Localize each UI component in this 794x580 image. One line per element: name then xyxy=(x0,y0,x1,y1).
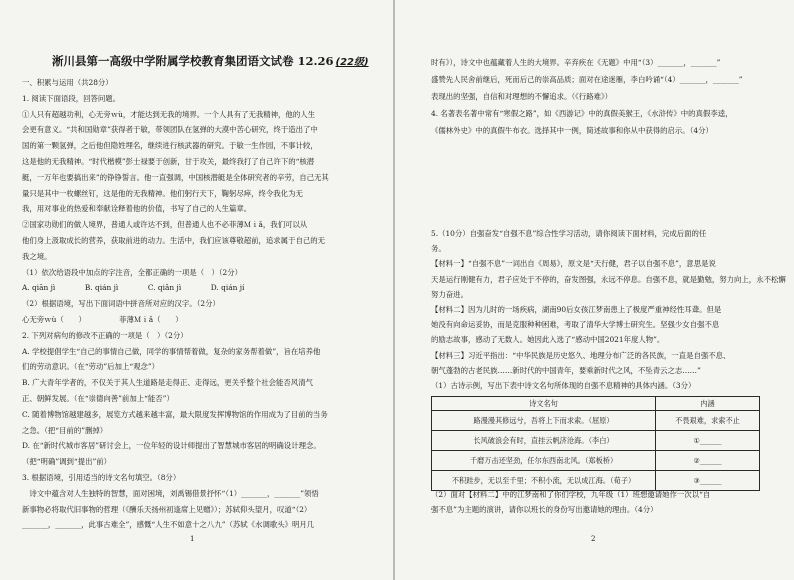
text-line: 新事物必将取代旧事物的哲理（《酬乐天扬州初逢席上见赠》）；苏轼仰头望月，叹道“（2） xyxy=(22,504,312,514)
text-line: 会更有意义。“共和国勋章”获得者于敏，带领团队在氢弹的大漠中苦心研究，终于造出了中 xyxy=(22,125,318,135)
table-row xyxy=(432,431,760,451)
text-line: 诗文中蕴含对人生独特的智慧，面对困境，刘禹锡借景抒怀“（1）_______，_______”领悟 xyxy=(22,488,319,498)
text-line: 正、朝鲜发展。（在“崇德向善”前加上“能否”） xyxy=(22,394,174,403)
text-line: 务。 xyxy=(431,244,446,254)
text-line: ②国家功勋们的做人境界，普通人或许达不到，但普通人也不必菲薄Ｍｉǎ，我们可以从 xyxy=(22,220,308,230)
text-line: 盛赞先人民舍前继后，死而后己的崇高品质；面对在途迷雁，李白吟诵“（4）_______，_______” xyxy=(431,75,743,84)
text-line: 我，用对事业的热爱和奉献诠释着他的价值，书写了自己的人生篇章。 xyxy=(22,204,252,214)
text-line: C. 随着博物馆越建越多，展览方式越来越丰富，最大限度发挥博物馆的作用成为了目前的当务 xyxy=(22,409,328,419)
handwritten-grade-note: (22级) xyxy=(335,57,369,68)
table-cell: 不积跬步，无以至千里；不积小流，无以成江海。（荀子） xyxy=(432,471,656,491)
text-line: 们的劳动意识。（在“劳动”后加上“观念”） xyxy=(22,362,160,372)
text-line: 心无旁ｗù（ ） 菲薄Ｍｉǎ（ ） xyxy=(22,315,183,324)
table-row xyxy=(432,471,760,491)
table-cell: 千磨万击还坚劲，任尔东西南北风。（郑板桥） xyxy=(432,451,656,471)
text-line: 国的第一颗氢弹，之后他但隐姓埋名，继续进行核武器的研究。于敏一生作园，不事计较， xyxy=(22,141,318,151)
text-line: 努力奋进。 xyxy=(431,289,468,299)
table-header: 诗文名句 xyxy=(432,397,656,411)
text-line: 时有》），诗文中也蕴藏着人生的大境界。辛弃疾在《无题》中用“（3）_______，_______” xyxy=(431,58,721,67)
text-line: 这是他的无我精神。“时代楷模”彭士禄要于创新，甘于攻关，最终我打了自己许下的“核潜 xyxy=(22,157,315,166)
text-line: （把“明确”调到“提出”前） xyxy=(22,457,112,467)
table-cell: 长风破浪会有时，直挂云帆济沧海。（李白） xyxy=(432,431,656,451)
text-line: 3. 根据语境，引用适当的诗文名句填空。（8分） xyxy=(22,473,181,482)
page-number-right: 2 xyxy=(591,535,596,543)
text-line: 2. 下列对病句的修改不正确的一项是（ ）（2分） xyxy=(22,330,188,340)
text-line: 的励志故事，感动了无数人。她因此入选了“感动中国2021年度人物”。 xyxy=(431,335,665,345)
text-line: 一、积累与运用（共28分） xyxy=(22,78,113,87)
text-line: 朝气蓬勃的古老民族……新时代的中国青年，要乘新时代之风，不坠青云之志……” xyxy=(431,365,701,375)
text-line: 【材料一】“自强不息”一词出自《周易》，原文是“天行健，君子以自强不息”，意思是说 xyxy=(431,259,716,269)
text-line: B. 广大青年学者的，不仅关于其人生道路是走得正、走得远，更关乎整个社会能否风清气 xyxy=(22,378,313,388)
text-line: 她没有向命运妥协，而是克服种种困难，考取了清华大学博士研究生。坚强少女自强不息 xyxy=(431,320,720,330)
text-line: 我之境。 xyxy=(22,251,52,261)
text-line: 1. 阅读下面语段，回答问题。 xyxy=(22,93,121,103)
text-line: 量只是其中一枚螺丝钉，这是他的无我精神。他们躬行天下，鞠躬尽瘁，终令我化为无 xyxy=(22,188,303,198)
text-line: （2）面对【材料二】中的江梦南和了你们学校，九年级（1）班想邀请她作一次以“自 xyxy=(431,490,711,499)
text-line: D. 在“新时代城市客居”研讨会上，一位年轻的设计师提出了智慧城市客居的明确设计理念。 xyxy=(22,441,321,451)
table-cell: ③______ xyxy=(656,471,760,491)
table-header-row xyxy=(432,397,760,411)
text-line: 5.（10分）自强奋发“自强不息”综合性学习活动，请你阅读下面材料，完成后面的任 xyxy=(431,229,707,238)
text-line: 他们身上汲取成长的营养，获取前进的动力。生活中，我们应该尊敬超前，追求属于自己的无 xyxy=(22,236,326,245)
text-line: 天是运行刚健有力，君子应处于不停的，奋发图强，永远不停息。自强不息，就是勤勉，努力向上，永不松懈 xyxy=(431,274,786,284)
table-row xyxy=(432,451,760,471)
table-header: 内涵 xyxy=(656,397,760,411)
table-cell: 不畏艰难，求索不止 xyxy=(656,411,760,431)
exam-title: 淅川县第一高级中学附属学校教育集团语文试卷 12.26 (22级) xyxy=(52,54,369,68)
text-line: （2）根据语境，写出下面词语中拼音所对应的汉字。（2分） xyxy=(22,299,220,309)
text-line: ①人只有超越功利，心无旁ｗù，才能达到无我的境界。一个人具有了无我精神，他的人生 xyxy=(22,109,315,119)
text-line: 4. 名著表名著中常有“寒假之路”，如《西游记》中的真假美猴王，《水浒传》中的真假李逵， xyxy=(431,109,733,118)
table-cell: 路漫漫其修远兮，吾将上下而求索。（屈原） xyxy=(432,411,656,431)
text-line: 表现出的坚强，自信和对理想的不懈追求。（《行路难》） xyxy=(431,92,613,101)
text-line: （1）依次给语段中加点的字注音，全都正确的一项是（ ）（2分） xyxy=(22,267,243,277)
text-line: 《儒林外史》中的真假牛布衣。选择其中一例，简述故事和你从中获得的启示。（4分） xyxy=(431,126,713,135)
left-page xyxy=(0,0,393,580)
text-line: 艇，一万年也要搞出来”的铮铮誓言。他一直强调，中国核潜艇是全体研究者的辛劳，自己无其 xyxy=(22,172,329,182)
right-page xyxy=(395,0,794,580)
page-number-left: 1 xyxy=(190,535,195,543)
text-line: 【材料三】习近平指出：“中华民族是历史悠久、地理分布广泛的各民族，一直是自强不息、 xyxy=(431,350,731,360)
text-line: _______，_______，此事古难全”，感慨“人生不如意十之八九”（苏轼《水调歌头》明月几 xyxy=(22,520,315,530)
text-line: A. 学校提倡学生“自己的事情自己做，同学的事情帮着做，复杂的家务帮着做”，旨在培养他 xyxy=(22,346,321,356)
text-line: （1）古诗示例，写出下表中诗文名句所体现的自强不息精神的具体内涵。（3分） xyxy=(431,381,696,390)
text-line: A. qiān jì B. qián jì C. qiǎn jì D. qián jí xyxy=(22,283,245,293)
poem-table xyxy=(431,396,760,491)
table-cell: ②______ xyxy=(656,451,760,471)
text-line: 之急。（把“目前的”删掉） xyxy=(22,425,108,435)
text-line: 【材料二】因为儿时的一场疾病，湖南90后女孩江梦南患上了极度严重神经性耳聋。但是 xyxy=(431,305,722,314)
table-row xyxy=(432,411,760,431)
table-cell: ①______ xyxy=(656,431,760,451)
text-line: 强不息”为主题的演讲，请你以班长的身份写出邀请她的理由。（4分） xyxy=(431,505,658,514)
